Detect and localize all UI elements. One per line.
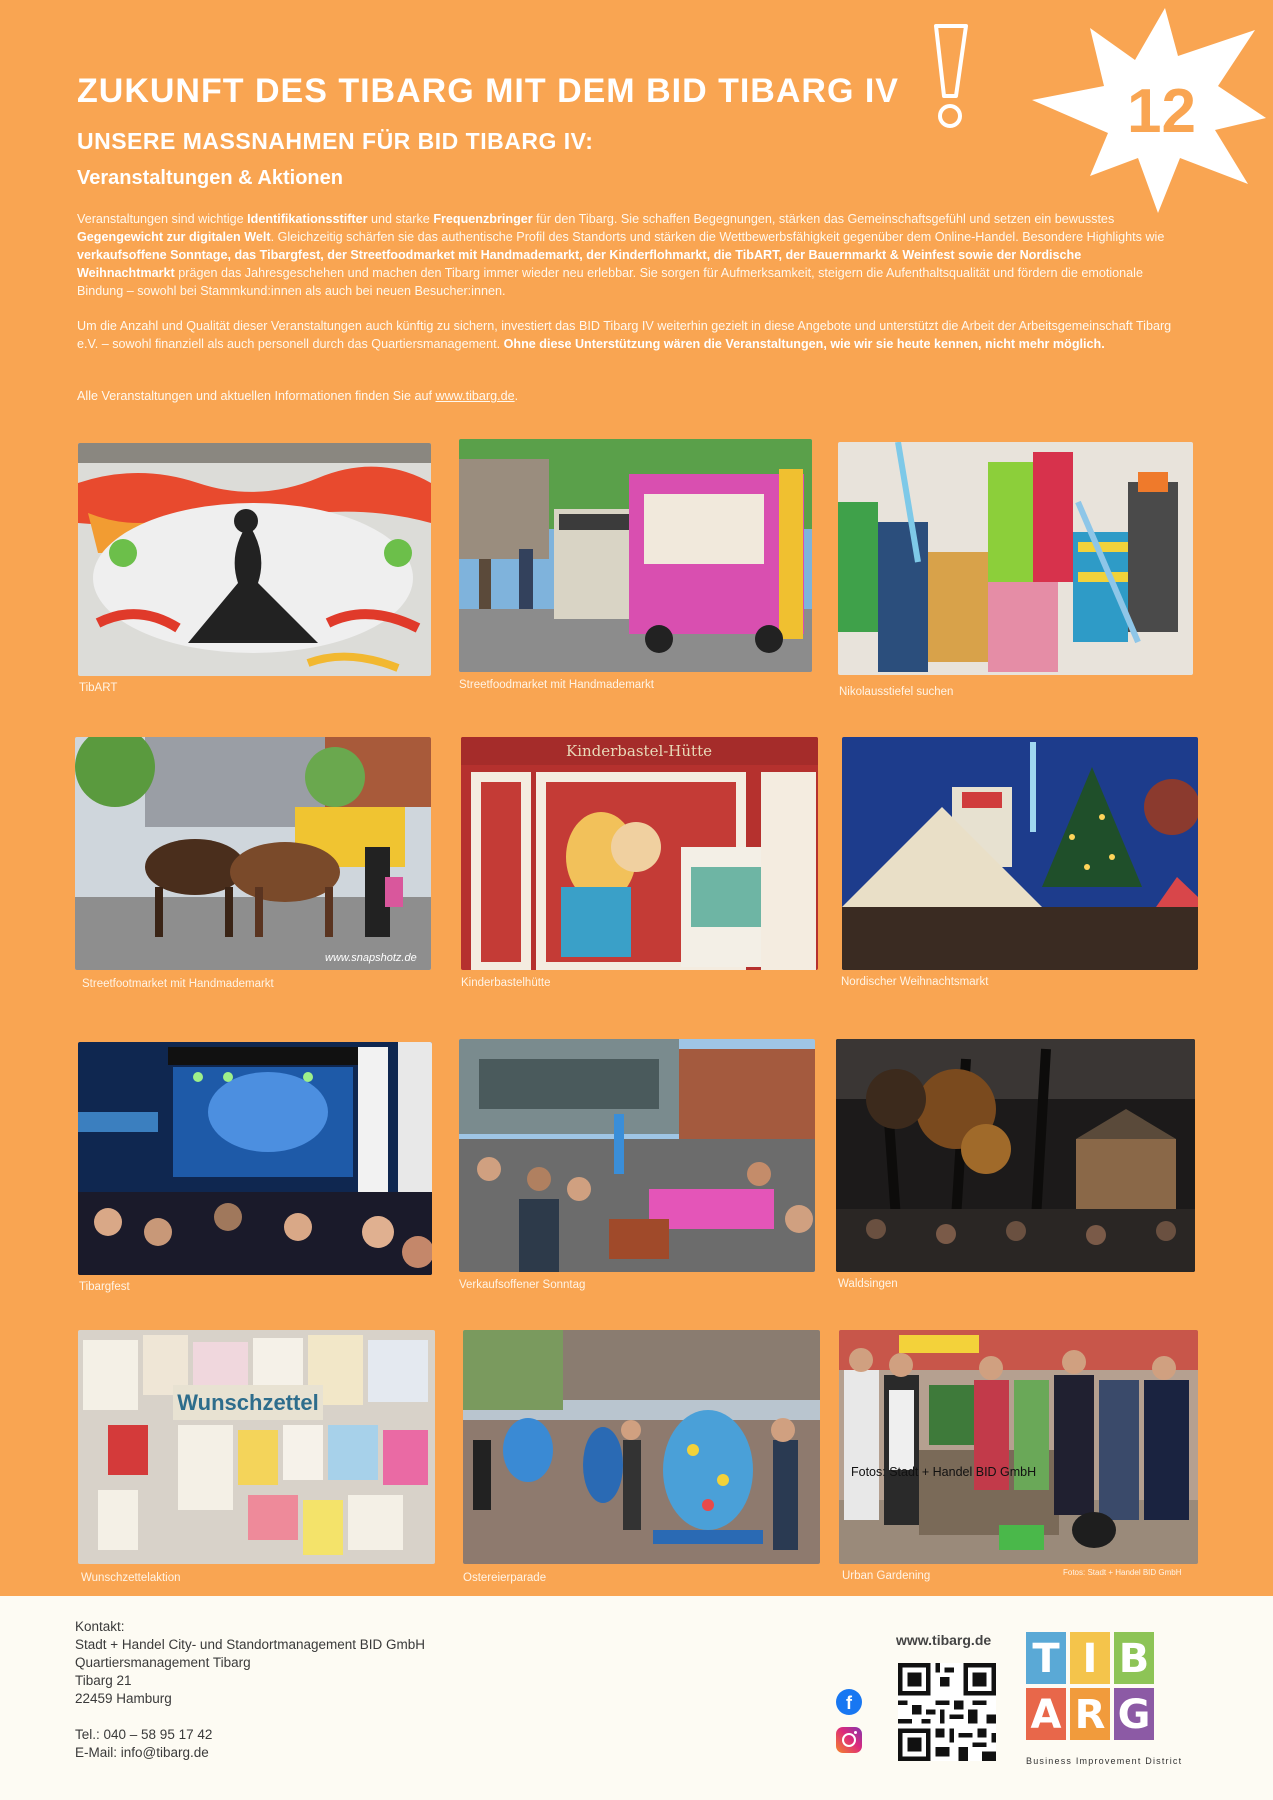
logo-letter: G — [1114, 1688, 1154, 1740]
intro-text-run: Ohne diese Unterstützung wären die Veranstaltungen, wie wir sie heute kennen, nicht mehr möglich. — [503, 337, 1105, 351]
food-truck-photo — [459, 439, 812, 672]
photo-tibart — [78, 443, 431, 676]
intro-text-run: prägen das Jahresgeschehen und machen den Tibarg immer wieder neu erlebbar. Sie sorgen für Aufmerksamkeit, steigern die Aufenthaltsqualität und fördern die emotionale Bindung – sowohl bei Stammkund:innen als auch bei neuen Besucher:innen. — [77, 266, 1143, 298]
intro-text-run: Veranstaltungen sind wichtige — [77, 212, 248, 226]
photo-overlay-credit: Fotos: Stadt + Handel BID GmbH — [851, 1465, 1037, 1479]
photo-urban-gardening — [839, 1330, 1198, 1564]
facebook-icon[interactable]: f — [836, 1689, 862, 1715]
horses-photo — [75, 737, 431, 970]
chalk-art-photo — [78, 443, 431, 676]
intro-text-run: Frequenzbringer — [433, 212, 533, 226]
photo-boots — [838, 442, 1193, 675]
instagram-icon[interactable] — [836, 1727, 862, 1753]
photo-tibargfest — [78, 1042, 432, 1275]
tibarg-logo — [1022, 1626, 1198, 1786]
photo-streetfood — [459, 439, 812, 672]
subtitle: UNSERE MASSNAHMEN FÜR BID TIBARG IV: — [77, 128, 594, 154]
easter-eggs-photo — [463, 1330, 820, 1564]
intro-text-run: . Gleichzeitig schärfen sie das authentische Profil des Standorts und stärken die Wettbewerbsfähigkeit gegenüber dem Online-Handel. Besondere Highlights wie — [270, 230, 1165, 244]
boots-photo — [838, 442, 1193, 675]
intro-text-run: Gegengewicht zur digitalen Welt — [77, 230, 271, 244]
caption-tibargfest: Tibargfest — [79, 1281, 130, 1293]
photo-credit: Fotos: Stadt + Handel BID GmbH — [1063, 1568, 1182, 1577]
intro-text-run: Um die Anzahl und Qualität dieser Veranstaltungen auch künftig zu sichern, investiert das BID Tibarg IV weiterhin gezielt in diese Angebote und unterstützt die Arbeit der Arbeitsgemeinschaft Tibarg e.V. – sowohl finanziell als auch personell durch das Quartiersmanagement. — [77, 319, 1172, 351]
caption-streetfood: Streetfoodmarket mit Handmademarkt — [459, 679, 654, 691]
photo-easter-parade — [463, 1330, 820, 1564]
caption-christmas-market: Nordischer Weihnachtsmarkt — [841, 976, 989, 988]
night-singing-photo — [836, 1039, 1195, 1272]
logo-letter: R — [1070, 1688, 1110, 1740]
photo-sunday — [459, 1039, 815, 1272]
wish-lists-photo — [78, 1330, 435, 1564]
footer — [0, 1596, 1273, 1800]
qr-code-icon[interactable] — [898, 1663, 996, 1761]
page-title: ZUKUNFT DES TIBARG MIT DEM BID TIBARG IV — [77, 72, 899, 110]
photo-christmas-market — [842, 737, 1198, 970]
logo-letter: B — [1114, 1632, 1154, 1684]
photo-waldsingen — [836, 1039, 1195, 1272]
caption-horses: Streetfootmarket mit Handmademarkt — [82, 978, 274, 990]
intro-paragraph-1 — [77, 210, 1177, 300]
exclamation-icon — [930, 22, 970, 132]
photo-craft-hut — [461, 737, 818, 970]
hut-sign: Kinderbastel-Hütte — [565, 742, 713, 760]
caption-wish-lists: Wunschzettelaktion — [81, 1572, 181, 1584]
christmas-market-photo — [842, 737, 1198, 970]
section-heading: Veranstaltungen & Aktionen — [77, 167, 343, 189]
logo-letter: A — [1026, 1688, 1066, 1740]
street-crowd-photo — [459, 1039, 815, 1272]
caption-sunday: Verkaufsoffener Sonntag — [459, 1279, 586, 1291]
logo-letter: T — [1026, 1632, 1066, 1684]
caption-waldsingen: Waldsingen — [838, 1278, 898, 1290]
badge-number: 12 — [1127, 77, 1196, 146]
photo-watermark: www.snapshotz.de — [325, 952, 417, 964]
intro-text-run: Identifikationsstifter — [247, 212, 368, 226]
intro-text-run: verkaufsoffene Sonntage, das Tibargfest, der Streetfoodmarket mit Handmademarkt, der Kinderflohmarkt, die TibART, der Bauernmarkt & Weinfest sowie der Nordische Weihnachtmarkt — [77, 248, 1082, 280]
caption-easter-parade: Ostereierparade — [463, 1572, 547, 1584]
logo-letter: I — [1070, 1632, 1110, 1684]
intro-paragraph-2 — [77, 317, 1177, 353]
caption-tibart: TibART — [79, 682, 118, 694]
caption-urban-gardening: Urban Gardening — [842, 1570, 931, 1582]
gardening-photo — [839, 1330, 1198, 1564]
website-link[interactable]: www.tibarg.de — [435, 389, 515, 403]
phone-number: Tel.: 040 – 58 95 17 42 — [75, 1727, 213, 1742]
email-address[interactable]: E-Mail: info@tibarg.de — [75, 1745, 209, 1760]
logo-subtitle: Business Improvement District — [1026, 1756, 1183, 1766]
contact-block: Kontakt: Stadt + Handel City- und Standortmanagement BID GmbH Quartiersmanagement Tibarg Tibarg 21 22459 Hamburg Tel.: 040 – 58 95 17 42 E-Mail: info@tibarg.de — [75, 1619, 426, 1760]
photo-horses — [75, 737, 431, 970]
intro-text — [77, 210, 1177, 422]
intro-text-run: für den Tibarg. Sie schaffen Begegnungen, stärken das Gemeinschaftsgefühl und setzen ein bewusstes — [532, 212, 1115, 226]
intro-paragraph-3: Alle Veranstaltungen und aktuellen Informationen finden Sie auf www.tibarg.de. — [77, 389, 519, 403]
website-url[interactable]: www.tibarg.de — [896, 1632, 992, 1648]
intro-text-run: und starke — [367, 212, 434, 226]
caption-craft-hut: Kinderbastelhütte — [461, 977, 551, 989]
craft-hut-photo — [461, 737, 818, 970]
caption-boots: Nikolausstiefel suchen — [839, 686, 954, 698]
photo-wish-lists — [78, 1330, 435, 1564]
wish-list-sign: Wunschzettel — [177, 1390, 319, 1415]
concert-stage-photo — [78, 1042, 432, 1275]
